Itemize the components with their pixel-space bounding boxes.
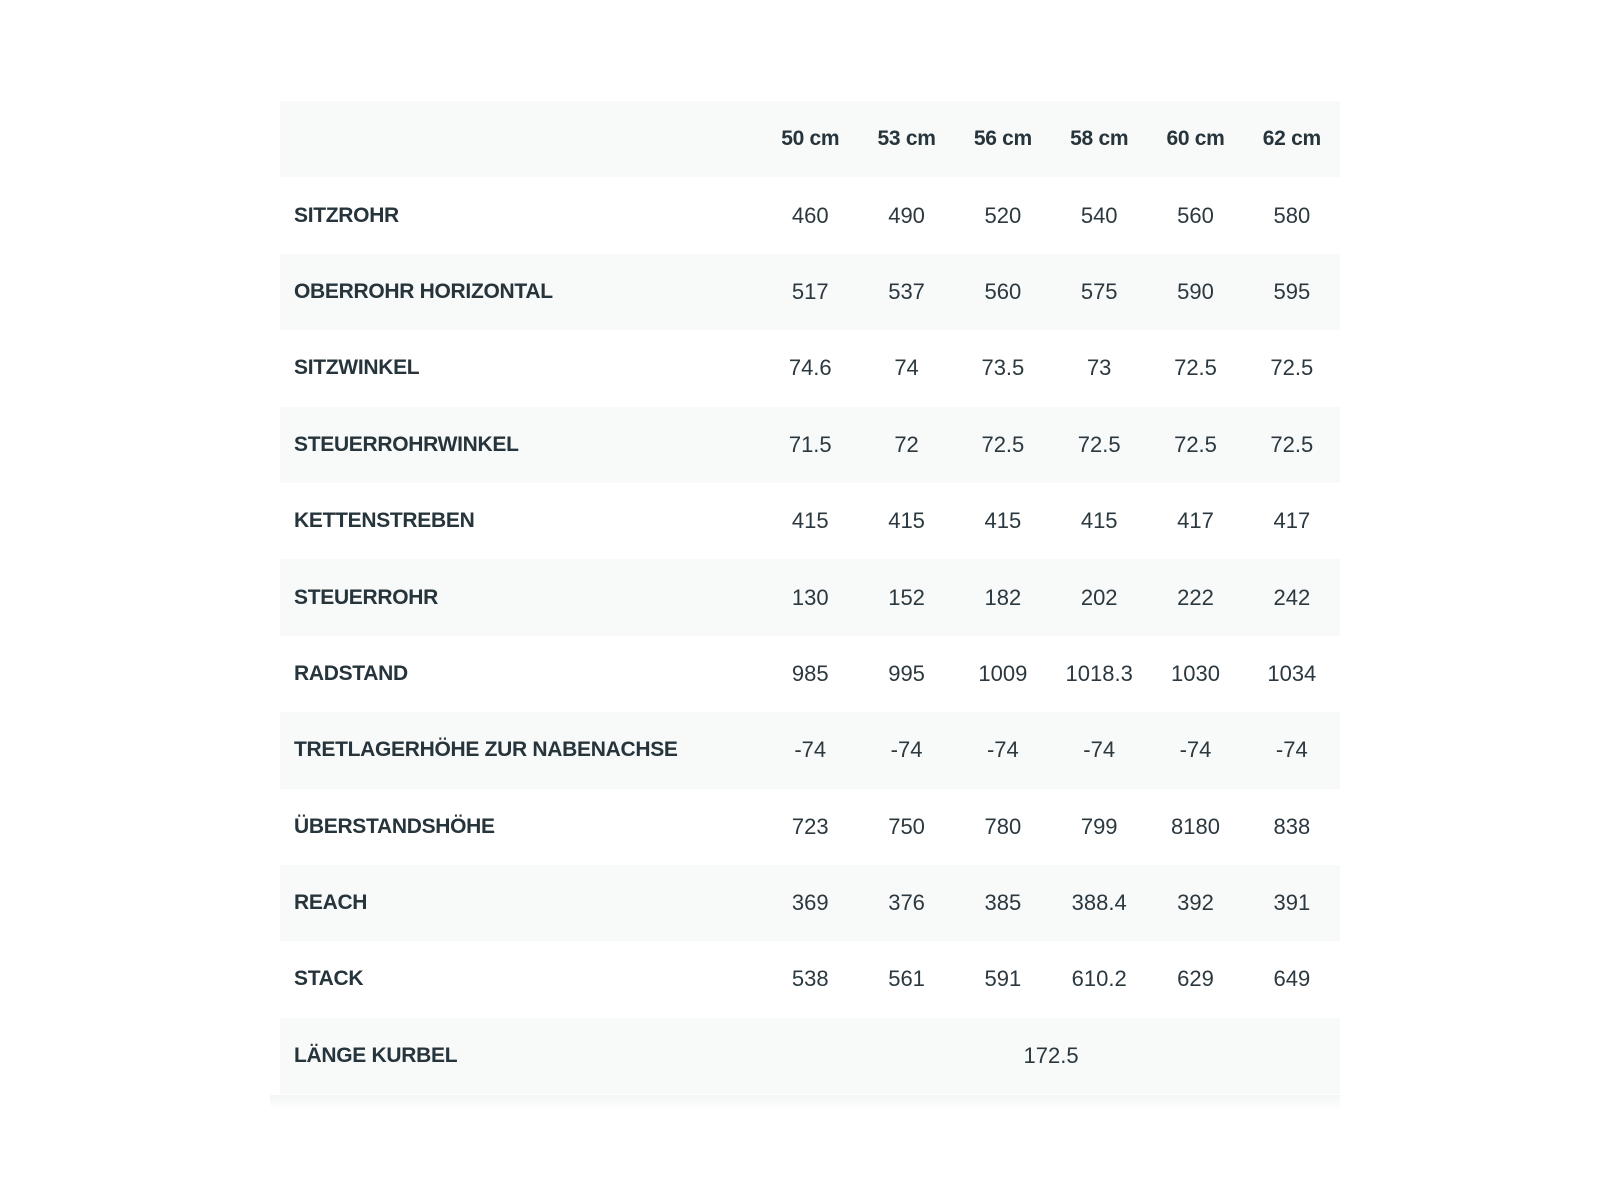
table-cell: 995 bbox=[888, 660, 925, 686]
table-cell: 799 bbox=[1080, 813, 1118, 839]
row-label: OBERROHR HORIZONTAL bbox=[294, 279, 553, 303]
table-cell: 72.5 bbox=[1174, 355, 1217, 381]
row-label: STEUERROHRWINKEL bbox=[294, 432, 519, 456]
table-cell: 74 bbox=[894, 355, 919, 381]
table-cell: 74.6 bbox=[788, 355, 832, 381]
row-label: TRETLAGERHÖHE ZUR NABENACHSE bbox=[294, 738, 678, 762]
row-label: STACK bbox=[294, 967, 364, 991]
header-corner bbox=[280, 101, 762, 177]
table-cell: 376 bbox=[888, 890, 925, 916]
table-cell: 130 bbox=[791, 584, 829, 610]
table-cell: 1018.3 bbox=[1065, 660, 1133, 686]
table-cell: 72.5 bbox=[1270, 355, 1314, 381]
table-cell: 388.4 bbox=[1071, 890, 1127, 916]
table-row bbox=[280, 254, 1340, 330]
table-row bbox=[280, 330, 1340, 406]
row-label: KETTENSTREBEN bbox=[294, 509, 475, 533]
table-cell: 750 bbox=[888, 813, 925, 839]
table-cell: 490 bbox=[888, 202, 925, 228]
table-cell: 1009 bbox=[978, 660, 1028, 686]
table-cell: 560 bbox=[1177, 202, 1214, 228]
table-cell: 72.5 bbox=[1077, 431, 1121, 457]
row-label: SITZROHR bbox=[294, 203, 399, 227]
table-cell: -74 bbox=[794, 737, 827, 763]
table-cell: 591 bbox=[984, 966, 1022, 992]
table-cell: 590 bbox=[1177, 278, 1214, 304]
table-cell: 202 bbox=[1080, 584, 1118, 610]
table-cell: 182 bbox=[984, 584, 1022, 610]
table-row bbox=[280, 865, 1340, 941]
table-cell: 610.2 bbox=[1071, 966, 1127, 992]
size-header-60: 60 cm bbox=[1166, 127, 1225, 151]
geometry-table bbox=[280, 101, 1340, 1094]
size-header-53: 53 cm bbox=[877, 127, 936, 151]
size-header-62: 62 cm bbox=[1262, 127, 1321, 151]
size-header-50: 50 cm bbox=[781, 127, 840, 151]
size-header-56: 56 cm bbox=[973, 127, 1032, 151]
header-row bbox=[280, 101, 1340, 177]
table-row bbox=[280, 789, 1340, 865]
table-bottom-shadow bbox=[270, 1095, 1340, 1109]
table-cell: 985 bbox=[791, 660, 829, 686]
table-cell: 73.5 bbox=[981, 355, 1025, 381]
table-cell: 629 bbox=[1177, 966, 1214, 992]
table-cell: 152 bbox=[888, 584, 925, 610]
table-cell: 538 bbox=[791, 966, 829, 992]
table-cell: 242 bbox=[1273, 584, 1311, 610]
table-cell: 73 bbox=[1086, 355, 1112, 381]
row-label: REACH bbox=[294, 891, 368, 915]
row-label: SITZWINKEL bbox=[294, 356, 420, 380]
row-label: STEUERROHR bbox=[294, 585, 439, 609]
table-cell: 369 bbox=[791, 890, 829, 916]
table-cell: -74 bbox=[986, 737, 1019, 763]
table-cell: 540 bbox=[1080, 202, 1118, 228]
table-row bbox=[280, 1018, 1340, 1094]
table-row bbox=[280, 407, 1340, 483]
table-cell: 1034 bbox=[1267, 660, 1317, 686]
table-cell: 838 bbox=[1273, 813, 1311, 839]
table-cell: 575 bbox=[1080, 278, 1118, 304]
table-cell: -74 bbox=[1179, 737, 1212, 763]
table-cell: 780 bbox=[984, 813, 1022, 839]
table-cell: 8180 bbox=[1171, 813, 1220, 839]
table-cell: 560 bbox=[984, 278, 1022, 304]
table-cell: 580 bbox=[1273, 202, 1311, 228]
table-row bbox=[280, 636, 1340, 712]
table-row bbox=[280, 483, 1340, 559]
table-cell: 723 bbox=[791, 813, 829, 839]
row-label: RADSTAND bbox=[294, 661, 408, 685]
row-label: ÜBERSTANDSHÖHE bbox=[294, 814, 495, 838]
size-header-58: 58 cm bbox=[1070, 127, 1129, 151]
table-cell: -74 bbox=[1275, 737, 1308, 763]
table-cell: 460 bbox=[791, 202, 829, 228]
table-cell: 72.5 bbox=[1174, 431, 1217, 457]
table-cell: 415 bbox=[888, 508, 925, 534]
table-cell: 385 bbox=[984, 890, 1022, 916]
table-row bbox=[280, 559, 1340, 635]
table-row bbox=[280, 941, 1340, 1017]
table-row bbox=[280, 712, 1340, 788]
table-cell-spanning: 172.5 bbox=[1023, 1042, 1079, 1068]
table-cell: 537 bbox=[888, 278, 925, 304]
table-cell: 415 bbox=[1080, 508, 1118, 534]
table-cell: 72 bbox=[894, 431, 919, 457]
table-cell: -74 bbox=[890, 737, 923, 763]
table-cell: 520 bbox=[984, 202, 1022, 228]
table-cell: 415 bbox=[984, 508, 1022, 534]
table-cell: 561 bbox=[888, 966, 925, 992]
table-row bbox=[280, 177, 1340, 253]
row-label: LÄNGE KURBEL bbox=[294, 1043, 458, 1067]
table-cell: 649 bbox=[1273, 966, 1311, 992]
table-cell: 517 bbox=[791, 278, 829, 304]
table-cell: 72.5 bbox=[1270, 431, 1314, 457]
table-cell: -74 bbox=[1083, 737, 1116, 763]
table-cell: 1030 bbox=[1171, 660, 1220, 686]
table-cell: 415 bbox=[791, 508, 829, 534]
table-cell: 72.5 bbox=[981, 431, 1025, 457]
table-cell: 391 bbox=[1273, 890, 1311, 916]
table-cell: 417 bbox=[1273, 508, 1311, 534]
table-cell: 222 bbox=[1177, 584, 1214, 610]
table-cell: 595 bbox=[1273, 278, 1311, 304]
table-cell: 417 bbox=[1177, 508, 1214, 534]
table-cell: 71.5 bbox=[788, 431, 832, 457]
table-cell: 392 bbox=[1177, 890, 1214, 916]
